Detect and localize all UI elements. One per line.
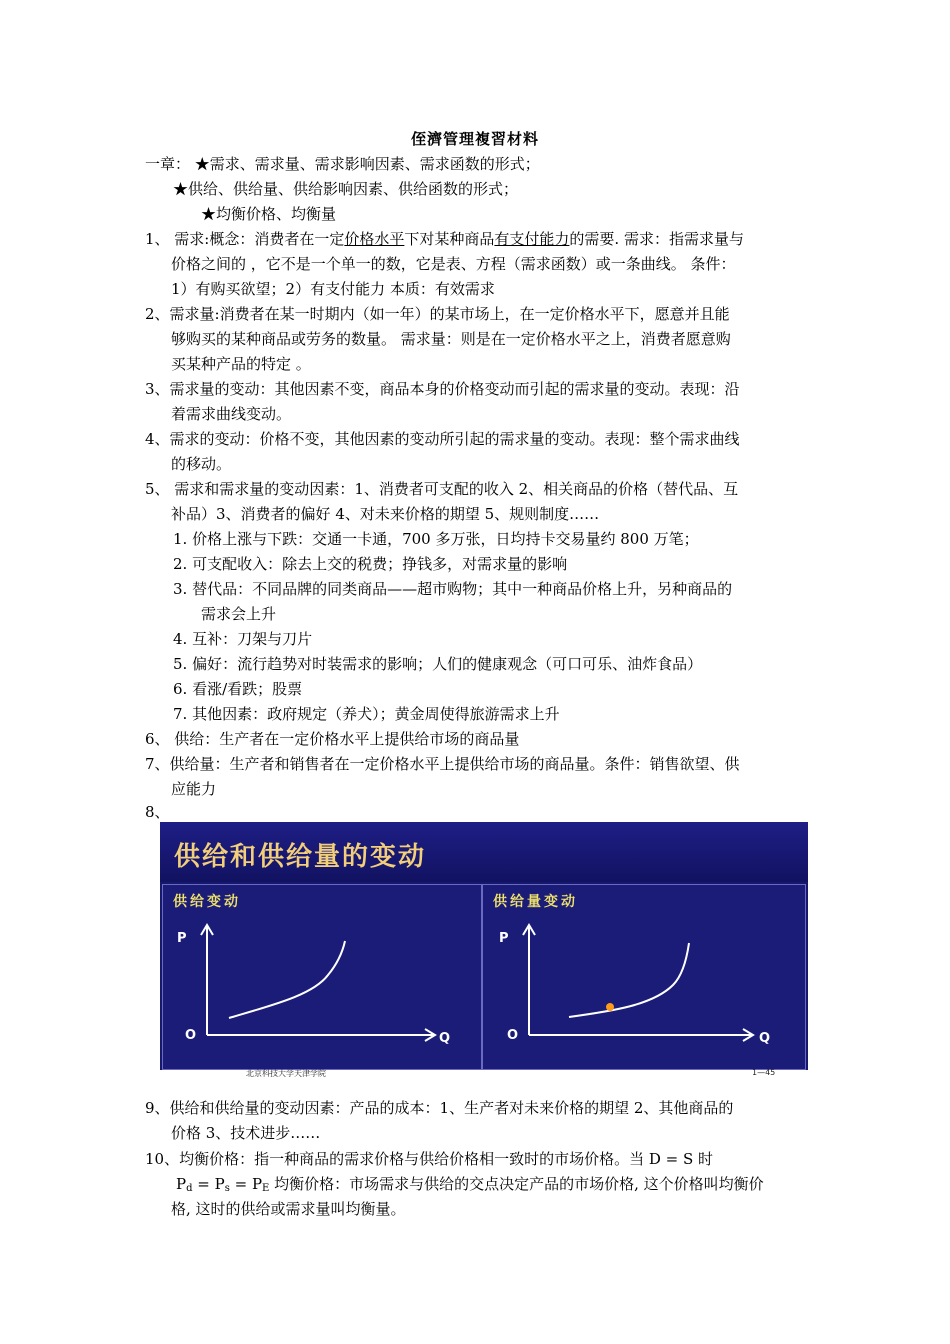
movement-point [606,1003,614,1011]
panel-label: 供给量变动 [493,894,578,910]
document-title: 侄濟管理複習材料 [410,130,539,148]
text-line: 够购买的某种商品或劳务的数量。 需求量：则是在一定价格水平之上，消费者愿意购 [171,330,731,348]
slide-title-band [160,822,808,882]
text-fragment: 的需要. 需求：指需求量与 [569,230,744,248]
text-line: 需求会上升 [201,605,277,623]
text-line: 10、均衡价格：指一种商品的需求价格与供给价格相一致时的市场价格。当 D = S 时 [145,1150,714,1168]
text-fragment: 1、 需求:概念：消费者在一定 [145,230,345,248]
text-fragment: 均衡价格：市场需求与供给的交点决定产品的市场价格, 这个价格叫均衡价 [269,1175,764,1193]
axis-label-q: Q [759,1031,771,1046]
axis-label-p: P [499,931,509,946]
text-line: 8、 [145,803,170,821]
panel-quantity-supplied-change [482,884,806,1070]
origin-label: O [185,1028,197,1043]
text-line: 6、 供给：生产者在一定价格水平上提供给市场的商品量 [145,730,520,748]
text-line: 的移动。 [171,455,232,473]
text-line: 9、供给和供给量的变动因素：产品的成本：1、生产者对未来价格的期望 2、其他商品的 [145,1099,734,1117]
text-line: ★供给、供给量、供给影响因素、供给函数的形式； [173,180,519,198]
supply-change-graph [163,885,481,1069]
subscript: d [186,1183,193,1194]
text-line: 一章： ★需求、需求量、需求影响因素、需求函数的形式； [145,155,540,173]
list-item: 1. 价格上涨与下跌：交通一卡通，700 多万张，日均持卡交易量约 800 万笔； [173,530,699,548]
embedded-slide [160,822,808,1070]
slide-title: 供给和供给量的变动 [174,842,427,872]
text-line: 格, 这时的供给或需求量叫均衡量。 [171,1200,406,1218]
list-item: 7. 其他因素：政府规定（养犬）；黄金周使得旅游需求上升 [173,705,560,723]
formula-fragment: P [176,1175,187,1193]
axis-label-p: P [177,931,187,946]
text-line [145,229,744,249]
origin-label: O [507,1028,519,1043]
list-item: 4. 互补：刀架与刀片 [173,630,313,648]
supply-curve [229,941,345,1018]
subscript: s [224,1183,230,1194]
text-line [176,1174,764,1199]
text-line: 价格之间的 ，它不是一个单一的数，它是表、方程（需求函数）或一条曲线。 条件： [171,255,736,273]
list-item: 5. 偏好：流行趋势对时装需求的影响；人们的健康观念（可口可乐、油炸食品） [173,655,703,673]
panel-supply-change [162,884,482,1070]
text-line: 5、 需求和需求量的变动因素：1、消费者可支配的收入 2、相关商品的价格（替代品、互 [145,480,739,498]
text-line: 着需求曲线变动。 [171,405,292,423]
list-item: 3. 替代品：不同品牌的同类商品——超市购物；其中一种商品价格上升，另种商品的 [173,580,733,598]
slide-footer-page: 1—45 [752,1068,776,1077]
slide-footer-school: 北京科技大学天津学院 [246,1069,326,1078]
panel-label: 供给变动 [173,894,241,910]
axis-label-q: Q [439,1031,451,1046]
text-line: 补品）3、消费者的偏好 4、对未来价格的期望 5、规则制度…… [171,505,600,523]
formula-fragment: = P [229,1175,263,1193]
text-line: 价格 3、技术进步…… [171,1124,321,1142]
underlined-term: 有支付能力 [494,230,570,248]
subscript: E [262,1183,270,1194]
text-line: 2、需求量:消费者在某一时期内（如一年）的某市场上，在一定价格水平下，愿意并且能 [145,305,730,323]
text-line: 4、需求的变动：价格不变，其他因素的变动所引起的需求量的变动。表现：整个需求曲线 [145,430,740,448]
text-line: 1）有购买欲望；2）有支付能力 本质：有效需求 [171,280,495,298]
underlined-term: 价格水平 [344,230,405,248]
text-line: 3、需求量的变动：其他因素不变，商品本身的价格变动而引起的需求量的变动。表现：沿 [145,380,740,398]
text-line: 7、供给量：生产者和销售者在一定价格水平上提供给市场的商品量。条件：销售欲望、供 [145,755,740,773]
quantity-supplied-graph [483,885,805,1069]
text-fragment: 下对某种商品 [404,230,495,248]
formula-fragment: = P [192,1175,225,1193]
text-line: 应能力 [171,780,217,798]
supply-curve [569,943,689,1017]
list-item: 6. 看涨/看跌；股票 [173,680,303,698]
list-item: 2. 可支配收入：除去上交的税费；挣钱多，对需求量的影响 [173,555,568,573]
text-line: 买某种产品的特定 。 [171,355,311,373]
text-line: ★均衡价格、均衡量 [201,205,337,223]
